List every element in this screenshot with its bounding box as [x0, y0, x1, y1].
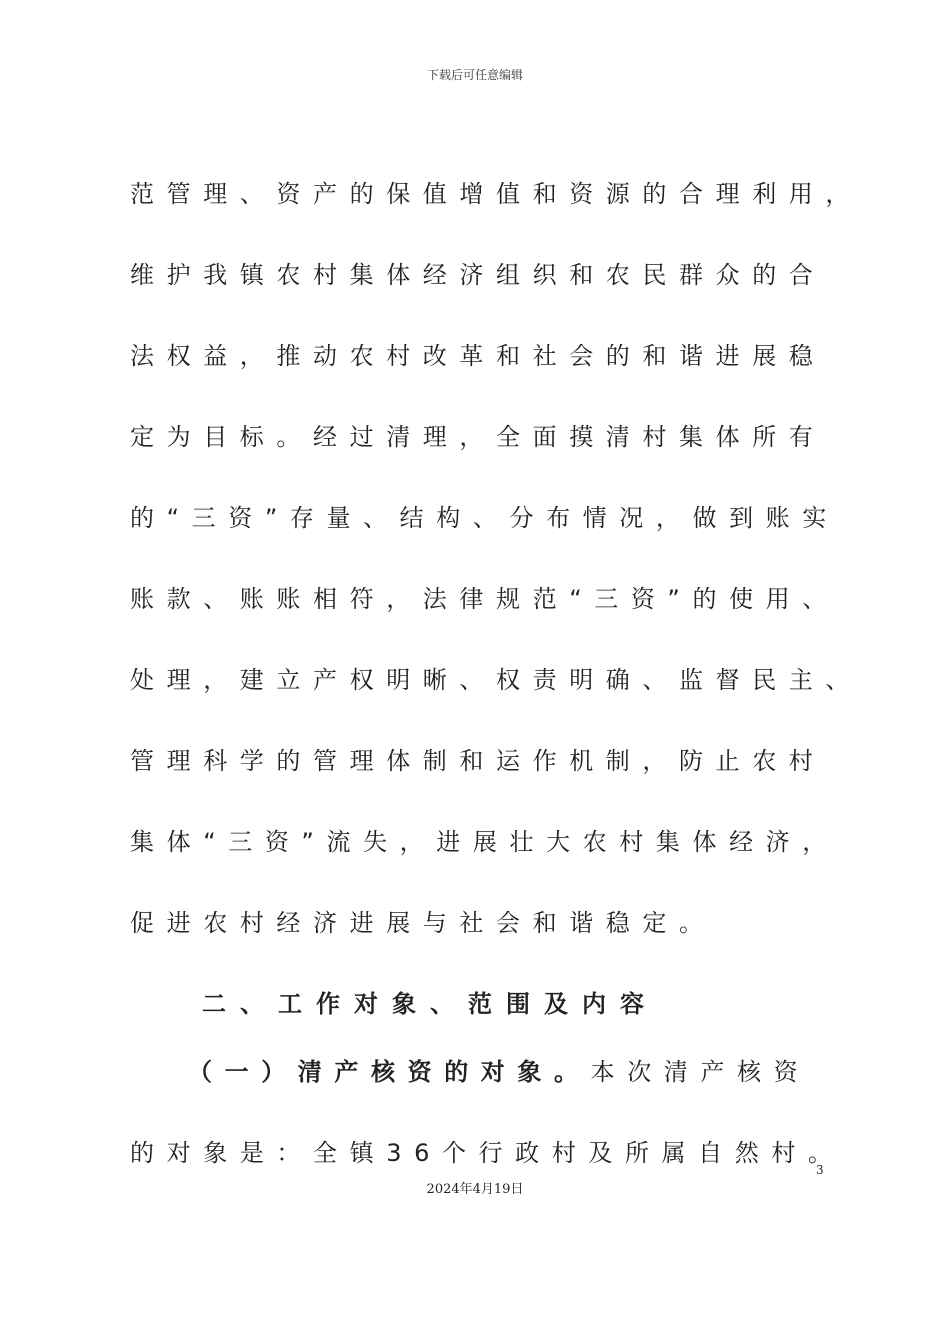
paragraph-line: 管理科学的管理体制和运作机制，防止农村: [130, 747, 826, 775]
paragraph-line: 法权益，推动农村改革和社会的和谐进展稳: [130, 342, 826, 370]
subsection-line: [130, 1052, 830, 1133]
document-body: [130, 174, 862, 1214]
paragraph-line: 集体“三资”流失，进展壮大农村集体经济，: [130, 828, 839, 856]
paragraph-line: 维护我镇农村集体经济组织和农民群众的合: [130, 261, 826, 289]
paragraph-line: 的“三资”存量、结构、分布情况，做到账实: [130, 504, 839, 532]
section-heading: 二、工作对象、范围及内容: [202, 990, 658, 1018]
subsection-title: （一）清产核资的对象。: [188, 1058, 591, 1086]
paragraph-line: 范管理、资产的保值增值和资源的合理利用，: [130, 180, 862, 208]
paragraph-line: 的对象是：全镇36个行政村及所属自然村。: [130, 1139, 845, 1167]
paragraph-line: 促进农村经济进展与社会和谐稳定。: [130, 909, 716, 937]
footer-date: 2024年4月19日: [426, 1182, 524, 1197]
page-number: 3: [816, 1163, 824, 1177]
header-note: 下载后可任意编辑: [426, 68, 523, 82]
paragraph-line: 定为目标。经过清理，全面摸清村集体所有: [130, 423, 826, 451]
paragraph-line: 处理，建立产权明晰、权责明确、监督民主、: [130, 666, 862, 694]
paragraph-line: 账款、账账相符，法律规范“三资”的使用、: [130, 585, 839, 613]
subsection-text: 本次清产核资: [590, 1058, 811, 1086]
